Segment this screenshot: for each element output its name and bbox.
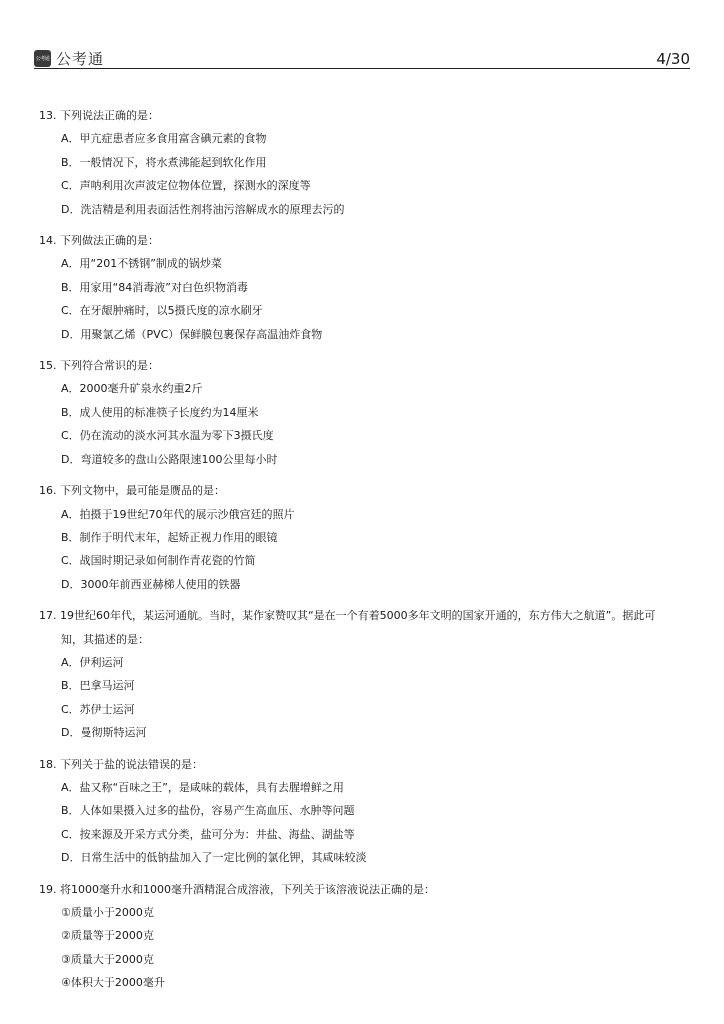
option-d: D．3000年前西亚赫梯人使用的铁器 (61, 577, 241, 591)
option-c: C．苏伊士运河 (61, 702, 135, 716)
question-stem: 16. 下列文物中，最可能是赝品的是： (39, 484, 225, 498)
header-rule (34, 68, 690, 69)
option-a: A．甲亢症患者应多食用富含碘元素的食物 (61, 132, 267, 146)
option-a: A．拍摄于19世纪70年代的展示沙俄宫廷的照片 (61, 507, 295, 521)
logo-badge-icon: 公考通 (34, 50, 51, 67)
page-number: 4/30 (656, 50, 690, 68)
page-header (34, 42, 690, 70)
statement-4: ④体积大于2000毫升 (61, 976, 165, 990)
option-c: C．按来源及开采方式分类，盐可分为：井盐、海盐、湖盐等 (61, 827, 355, 841)
option-a: A．盐又称“百味之王”，是咸味的载体，具有去腥增鲜之用 (61, 780, 344, 794)
question-16 (39, 479, 699, 596)
question-stem: 15. 下列符合常识的是： (39, 359, 159, 373)
option-d: D．曼彻斯特运河 (61, 726, 147, 740)
logo (34, 48, 104, 69)
option-c: C．声呐利用次声波定位物体位置，探测水的深度等 (61, 179, 311, 193)
statement-3: ③质量大于2000克 (61, 952, 154, 966)
question-19 (39, 878, 699, 995)
question-stem: 13. 下列说法正确的是： (39, 109, 159, 122)
option-d: D．日常生活中的低钠盐加入了一定比例的氯化钾，其咸味较淡 (61, 851, 367, 865)
statement-1: ①质量小于2000克 (61, 906, 154, 919)
logo-text: 公考通 (56, 50, 105, 68)
question-stem-continued: 知，其描述的是： (61, 632, 149, 646)
option-a: A．用“201不锈钢”制成的锅炒菜 (61, 257, 222, 271)
option-b: B．制作于明代末年，起矫正视力作用的眼镜 (61, 530, 278, 544)
option-c: C．战国时期记录如何制作青花瓷的竹简 (61, 554, 256, 568)
question-13 (39, 104, 699, 221)
option-b: B．一般情况下，将水煮沸能起到软化作用 (61, 155, 267, 169)
statement-2: ②质量等于2000克 (61, 929, 154, 943)
option-d: D．用聚氯乙烯（PVC）保鲜膜包裹保存高温油炸食物 (61, 327, 323, 341)
option-b: B．人体如果摄入过多的盐份，容易产生高血压、水肿等问题 (61, 804, 355, 818)
question-list (39, 104, 699, 1003)
option-c: C．在牙龈肿痛时，以5摄氏度的凉水刷牙 (61, 304, 263, 318)
option-d: D．弯道较多的盘山公路限速100公里每小时 (61, 452, 278, 466)
option-b: B．巴拿马运河 (61, 679, 135, 693)
question-stem: 14. 下列做法正确的是： (39, 234, 159, 248)
option-a: A．伊利运河 (61, 655, 124, 669)
question-15 (39, 354, 699, 471)
question-17 (39, 604, 699, 744)
option-c: C．仍在流动的淡水河其水温为零下3摄氏度 (61, 429, 274, 443)
question-stem: 17. 19世纪60年代，某运河通航。当时，某作家赞叹其“是在一个有着5000多年文明的国家开通的，东方伟大之航道”。据此可 (39, 609, 656, 623)
question-stem: 19. 将1000毫升水和1000毫升酒精混合成溶液，下列关于该溶液说法正确的是： (39, 882, 435, 896)
option-d: D．洗洁精是利用表面活性剂将油污溶解成水的原理去污的 (61, 202, 345, 216)
option-b: B．用家用“84消毒液”对白色织物消毒 (61, 280, 248, 294)
question-14 (39, 229, 699, 346)
option-b: B．成人使用的标准筷子长度约为14厘米 (61, 405, 259, 419)
question-stem: 18. 下列关于盐的说法错误的是： (39, 757, 203, 771)
question-18 (39, 753, 699, 870)
option-a: A．2000毫升矿泉水约重2斤 (61, 382, 203, 396)
